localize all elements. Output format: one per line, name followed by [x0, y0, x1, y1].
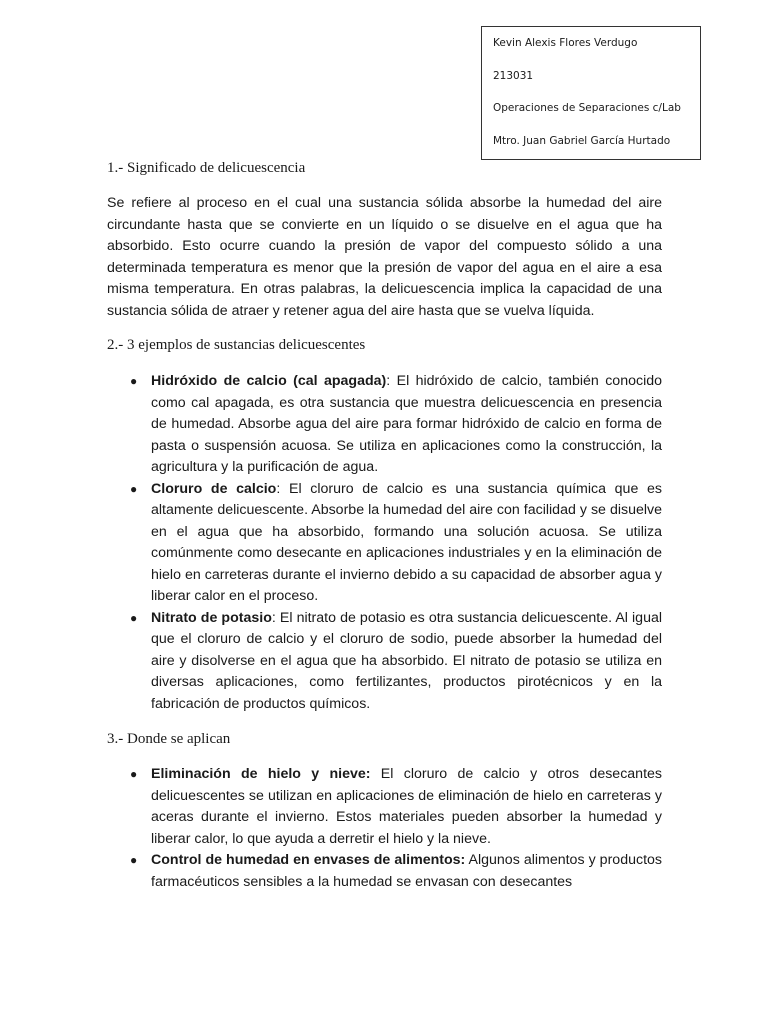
author-name: Kevin Alexis Flores Verdugo — [493, 37, 638, 49]
bullet-icon: ● — [130, 481, 138, 496]
teacher-name: Mtro. Juan Gabriel García Hurtado — [493, 134, 671, 147]
item-term: Control de humedad en envases de alimentos: — [151, 852, 466, 868]
bullet-icon: ● — [130, 610, 138, 625]
student-id: 213031 — [493, 69, 534, 82]
bullet-icon: ● — [130, 374, 138, 388]
examples-list — [130, 371, 662, 715]
item-term: Nitrato de potasio — [151, 609, 272, 626]
item-term: Eliminación de hielo y nieve: — [151, 766, 371, 782]
item-text: : El hidróxido de calcio, también conocido como cal apagada, es otra sustancia que muestra delicuescencia en presencia de humedad. Absorbe agua del aire para formar hidróxido de calcio en forma de pasta o suspensión acuosa. Se utiliza en aplicaciones como la construcción, la agricultura y la purificación de agua. — [151, 373, 663, 475]
item-term: Hidróxido de calcio (cal apagada) — [151, 373, 387, 389]
bullet-icon: ● — [130, 853, 138, 867]
list-item — [130, 608, 662, 716]
item-term: Cloruro de calcio — [151, 480, 277, 497]
section-1-title: 1.- Significado de delicuescencia — [107, 160, 306, 176]
section-2-title: 2.- 3 ejemplos de sustancias delicuescentes — [107, 337, 366, 353]
item-text: Algunos alimentos y productos farmacéuticos sensibles a la humedad se envasan con desecantes — [151, 852, 662, 890]
section-1-body: Se refiere al proceso en el cual una sustancia sólida absorbe la humedad del aire circundante hasta que se convierte en un líquido o se disuelve en el agua que ha absorbido. Esto ocurre cuando la presión de vapor del compuesto sólido a una determinada temperatura es menor que la presión de vapor del agua en el aire a esa misma temperatura. En otras palabras, la delicuescencia implica la capacidad de una sustancia sólida de atraer y retener agua del aire hasta que se vuelva líquida. — [107, 195, 662, 319]
course-name: Operaciones de Separaciones c/Lab — [493, 102, 681, 114]
item-text: : El nitrato de potasio es otra sustancia delicuescente. Al igual que el cloruro de calcio y el cloruro de sodio, puede absorber la humedad del aire y disolverse en el agua que ha absorbido. El nitrato de potasio se utiliza en diversas aplicaciones, como fertilizantes, productos pirotécnicos y en la fabricación de productos químicos. — [151, 609, 663, 712]
item-text: : El cloruro de calcio es una sustancia química que es altamente delicuescente. Absorbe la humedad del aire con facilidad y se disuelve en el agua que ha absorbido, formando una solución acuosa. Se utiliza comúnmente como desecante en aplicaciones industriales y en la eliminación de hielo en carreteras durante el invierno debido a su capacidad de absorber agua y liberar calor en el proceso. — [151, 480, 662, 604]
section-3-title: 3.- Donde se aplican — [107, 731, 231, 747]
item-text: El cloruro de calcio y otros desecantes delicuescentes se utilizan en aplicaciones de eliminación de hielo en carreteras y aceras durante el invierno. Estos materiales pueden absorber la humedad y liberar calor, lo que ayuda a derretir el hielo y la nieve. — [151, 766, 662, 847]
list-item — [130, 764, 662, 850]
applications-list — [130, 764, 662, 893]
author-info-box — [481, 26, 701, 160]
list-item — [130, 850, 662, 893]
list-item — [130, 371, 662, 479]
list-item — [130, 479, 662, 608]
bullet-icon: ● — [130, 767, 138, 781]
